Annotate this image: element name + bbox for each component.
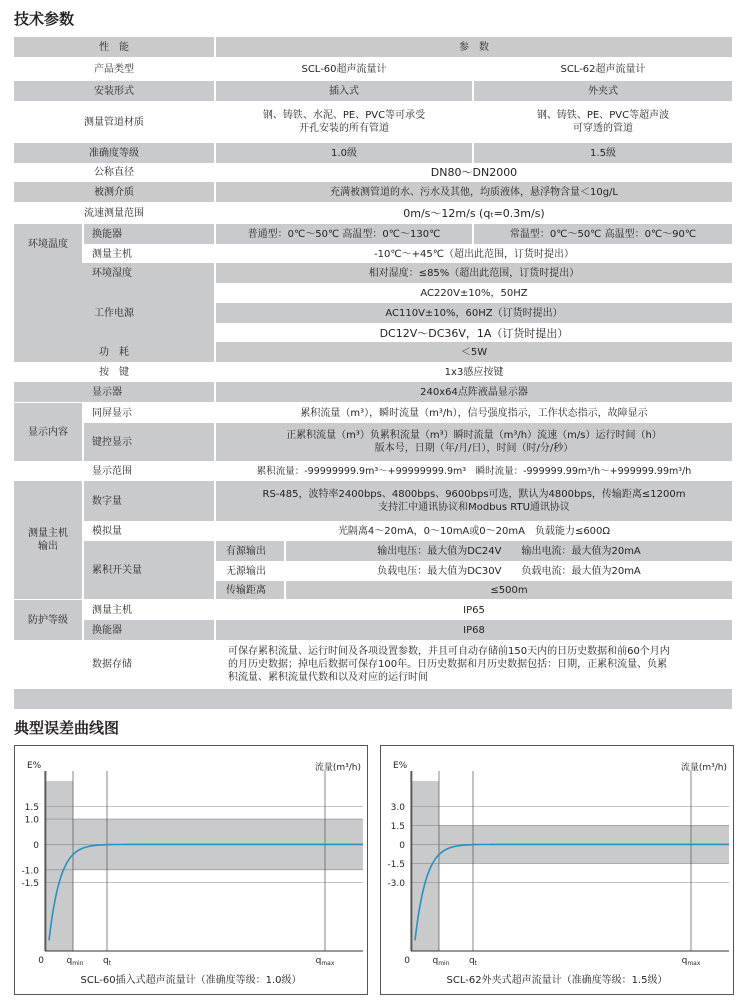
host-output-group xyxy=(14,481,82,599)
protection-group xyxy=(14,600,82,640)
x-tick-label: $q_{max}$ xyxy=(315,956,335,967)
y-tick-label: 3.0 xyxy=(390,802,405,813)
value-env-transducer-a: 普通型：0℃～50℃ 高温型：0℃～130℃ xyxy=(247,228,441,240)
label-humidity: 环境湿度 xyxy=(92,267,132,279)
label-accuracy: 准确度等级 xyxy=(89,147,139,159)
chart-caption-scl60: SCL-60插入式超声流量计（准确度等级：1.0级） xyxy=(80,975,302,986)
tech-params-title: 技术参数 xyxy=(14,10,75,28)
x-axis-label: 流量(m³/h) xyxy=(680,763,727,773)
row-key-display xyxy=(84,423,732,461)
value-accuracy-a: 1.0级 xyxy=(331,147,357,159)
row-install xyxy=(14,81,732,101)
label-display: 显示器 xyxy=(92,386,122,398)
value-power-1: AC220V±10%，50HZ xyxy=(420,287,528,299)
y-tick-label: 0 xyxy=(33,840,39,851)
row-power-3 xyxy=(216,323,732,343)
row-product-type xyxy=(14,59,732,79)
value-distance: ≤500m xyxy=(490,584,528,596)
row-power-1 xyxy=(216,283,732,303)
error-curve-title: 典型误差曲线图 xyxy=(14,719,120,737)
x-tick-label: $q_t$ xyxy=(102,956,112,967)
row-analog xyxy=(84,521,732,541)
row-power-2 xyxy=(216,303,732,323)
row-keys xyxy=(14,362,732,382)
label-distance: 传输距离 xyxy=(226,584,266,596)
value-install-a: 插入式 xyxy=(329,85,359,97)
value-env-transducer-b: 常温型：0℃～50℃ 高温型：0℃～90℃ xyxy=(509,228,697,240)
value-range: 0m/s～12m/s (qₜ=0.3m/s) xyxy=(403,206,545,220)
value-install-b: 外夹式 xyxy=(588,85,618,97)
label-env-temp: 环境温度 xyxy=(28,238,68,250)
label-protection-transducer: 换能器 xyxy=(92,624,122,636)
label-digital: 数字量 xyxy=(92,495,122,507)
row-range xyxy=(14,203,732,223)
y-axis-label: E% xyxy=(27,761,42,771)
label-env-host: 测量主机 xyxy=(92,248,132,260)
label-screen-display: 同屏显示 xyxy=(92,407,132,419)
header-row xyxy=(14,37,732,57)
value-active: 输出电压：最大值为DC24V 输出电流：最大值为20mA xyxy=(377,545,641,557)
value-humidity: 相对湿度：≤85%（超出此范围，订货时提出） xyxy=(368,267,580,279)
env-temp-group xyxy=(14,224,82,264)
label-analog: 模拟量 xyxy=(92,525,122,537)
value-diameter: DN80～DN2000 xyxy=(430,165,518,179)
switch-group xyxy=(84,541,214,599)
row-diameter xyxy=(14,163,732,181)
x-tick-label: $q_{min}$ xyxy=(66,956,84,967)
label-display-range: 显示范围 xyxy=(92,465,132,477)
label-switch: 累积开关量 xyxy=(92,564,142,576)
label-product-type: 产品类型 xyxy=(94,63,134,75)
value-power-3: DC12V～DC36V，1A（订货时提出） xyxy=(379,326,569,340)
value-screen-display: 累积流量（m³），瞬时流量（m³/h），信号强度指示，工作状态指示，故障显示 xyxy=(300,407,648,419)
error-chart-scl60 xyxy=(14,745,368,995)
value-pipe-b: 钢、铸铁、PE、PVC等超声波 可穿透的管道 xyxy=(536,110,670,134)
row-accuracy xyxy=(14,143,732,163)
value-power-2: AC110V±10%，60HZ（订货时提出） xyxy=(385,307,563,319)
row-digital xyxy=(84,481,732,521)
value-medium: 充满被测管道的水、污水及其他，均质液体，悬浮物含量＜10g/L xyxy=(329,186,618,198)
y-tick-label: -1.5 xyxy=(387,859,405,870)
label-install: 安装形式 xyxy=(94,85,134,97)
y-tick-label: 1.5 xyxy=(24,802,39,813)
row-protection-transducer xyxy=(84,620,732,640)
label-keys: 按 键 xyxy=(99,366,129,378)
value-display: 240x64点阵液晶显示器 xyxy=(420,386,528,398)
x-tick-label: $q_t$ xyxy=(468,956,478,967)
y-tick-label: 1.5 xyxy=(390,821,405,832)
label-protection: 防护等级 xyxy=(28,614,68,626)
label-host-output: 测量主机 输出 xyxy=(28,528,68,552)
label-range: 流速测量范围 xyxy=(84,207,144,219)
y-tick-label: -1.0 xyxy=(21,866,39,877)
row-passive xyxy=(216,561,732,581)
value-accuracy-b: 1.5级 xyxy=(590,147,616,159)
display-content-group xyxy=(14,403,82,461)
row-display-range xyxy=(14,461,732,481)
label-protection-host: 测量主机 xyxy=(92,604,132,616)
y-tick-label: -3.0 xyxy=(387,878,405,889)
x-tick-label: 0 xyxy=(404,956,410,966)
value-passive: 负载电压：最大值为DC30V 负载电流：最大值为20mA xyxy=(377,565,641,577)
row-humidity xyxy=(14,263,732,283)
label-active: 有源输出 xyxy=(226,545,266,557)
row-active xyxy=(216,541,732,561)
x-tick-label: 0 xyxy=(38,956,44,966)
chart-caption-scl62: SCL-62外夹式超声流量计（准确度等级：1.5级） xyxy=(446,975,668,986)
label-pipe: 测量管道材质 xyxy=(84,116,144,128)
error-chart-scl60-svg xyxy=(15,746,369,996)
table-footer-bar xyxy=(14,689,732,709)
value-protection-transducer: IP68 xyxy=(463,624,485,636)
value-env-host: -10℃～+45℃（超出此范围，订货时提出） xyxy=(374,248,574,260)
value-keys: 1x3感应按键 xyxy=(444,366,504,378)
row-protection-host xyxy=(84,600,732,620)
row-env-host xyxy=(84,244,732,264)
value-display-range: 累积流量：-99999999.9m³～+99999999.9m³ 瞬时流量：-999999.99m³/h～+999999.99m³/h xyxy=(256,465,692,477)
row-storage xyxy=(14,640,732,688)
label-env-transducer: 换能器 xyxy=(92,228,122,240)
y-tick-label: -1.5 xyxy=(21,878,39,889)
power-group xyxy=(14,283,214,343)
row-screen-display xyxy=(84,403,732,423)
header-param: 参 数 xyxy=(459,41,489,53)
y-axis-label: E% xyxy=(393,761,408,771)
value-product-a: SCL-60超声流量计 xyxy=(301,63,387,75)
y-tick-label: 0 xyxy=(399,840,405,851)
label-passive: 无源输出 xyxy=(226,565,266,577)
x-axis-label: 流量(m³/h) xyxy=(314,763,361,773)
error-chart-scl62 xyxy=(380,745,734,995)
value-storage: 可保存累积流量、运行时间及各项设置参数，并且可自动存储前150天内的日历史数据和前60个月内 的月历史数据；掉电后数据可保存100年。日历史数据和月历史数据包括：日期，正累积流量、负累 积流量、累积流量代数和以及对应的运行时间 xyxy=(228,645,670,683)
value-consumption: ＜5W xyxy=(460,346,488,358)
row-medium xyxy=(14,182,732,202)
value-pipe-a: 钢、铸铁、水泥、PE、PVC等可承受 开孔安装的所有管道 xyxy=(262,110,426,134)
row-env-transducer xyxy=(84,224,732,244)
value-key-display: 正累积流量（m³）负累积流量（m³）瞬时流量（m³/h）流速（m/s）运行时间（h） 版本号，日期（年/月/日），时间（时/分/秒） xyxy=(286,430,662,454)
label-power: 工作电源 xyxy=(94,307,134,319)
label-key-display: 键控显示 xyxy=(92,436,132,448)
value-protection-host: IP65 xyxy=(463,604,485,616)
row-consumption xyxy=(14,342,732,362)
y-tick-label: 1.0 xyxy=(24,815,39,826)
label-consumption: 功 耗 xyxy=(99,346,129,358)
label-diameter: 公称直径 xyxy=(94,166,134,178)
value-analog: 光隔离4～20mA，0～10mA或0～20mA 负载能力≤600Ω xyxy=(337,525,611,537)
header-prop: 性 能 xyxy=(99,41,129,53)
label-display-content: 显示内容 xyxy=(28,426,68,438)
value-digital: RS-485，波特率2400bps、4800bps、9600bps可选，默认为4800bps，传输距离≤1200m 支持汇中通讯协议和Modbus RTU通讯协议 xyxy=(262,489,686,513)
label-storage: 数据存储 xyxy=(92,658,132,670)
value-product-b: SCL-62超声流量计 xyxy=(560,63,646,75)
row-distance xyxy=(216,581,732,599)
x-tick-label: $q_{min}$ xyxy=(432,956,450,967)
error-chart-scl62-svg xyxy=(381,746,735,996)
row-pipe xyxy=(14,103,732,141)
label-medium: 被测介质 xyxy=(94,186,134,198)
row-display xyxy=(14,382,732,402)
x-tick-label: $q_{max}$ xyxy=(681,956,701,967)
